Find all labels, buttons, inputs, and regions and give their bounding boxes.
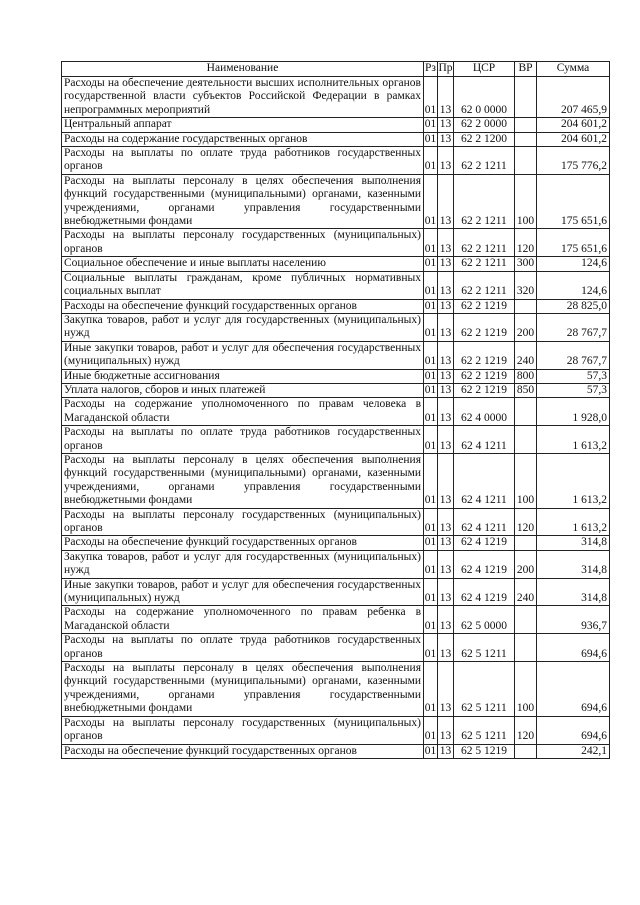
- cell-vr: [515, 634, 537, 662]
- cell-name: Иные бюджетные ассигнования: [62, 369, 424, 383]
- table-row: [62, 550, 610, 578]
- cell-sum: 57,3: [537, 383, 610, 397]
- cell-pr: 13: [438, 383, 454, 397]
- cell-vr: [515, 606, 537, 634]
- cell-name: Уплата налогов, сборов и иных платежей: [62, 383, 424, 397]
- cell-vr: [515, 536, 537, 550]
- table-row: [62, 369, 610, 383]
- cell-csr: 62 2 1211: [454, 174, 515, 229]
- cell-vr: 240: [515, 578, 537, 606]
- cell-sum: 314,8: [537, 550, 610, 578]
- cell-csr: 62 4 1211: [454, 453, 515, 508]
- table-row: [62, 536, 610, 550]
- cell-pr: 13: [438, 132, 454, 146]
- cell-pr: 13: [438, 453, 454, 508]
- cell-pr: 13: [438, 634, 454, 662]
- cell-sum: 124,6: [537, 257, 610, 271]
- cell-vr: [515, 132, 537, 146]
- cell-sum: 124,6: [537, 271, 610, 299]
- cell-rz: 01: [424, 398, 438, 426]
- cell-sum: 1 928,0: [537, 398, 610, 426]
- cell-csr: 62 5 1211: [454, 662, 515, 717]
- cell-sum: 1 613,2: [537, 453, 610, 508]
- cell-name: Иные закупки товаров, работ и услуг для обеспечения государственных (муниципальных) нужд: [62, 341, 424, 369]
- table-row: [62, 578, 610, 606]
- cell-sum: 1 613,2: [537, 426, 610, 454]
- cell-csr: 62 4 1219: [454, 536, 515, 550]
- cell-pr: 13: [438, 536, 454, 550]
- table-row: [62, 716, 610, 744]
- cell-csr: 62 5 1211: [454, 716, 515, 744]
- cell-sum: 28 767,7: [537, 313, 610, 341]
- cell-csr: 62 5 1211: [454, 634, 515, 662]
- cell-pr: 13: [438, 257, 454, 271]
- cell-vr: [515, 426, 537, 454]
- table-row: [62, 271, 610, 299]
- cell-sum: 57,3: [537, 369, 610, 383]
- cell-sum: 28 767,7: [537, 341, 610, 369]
- cell-pr: 13: [438, 508, 454, 536]
- cell-pr: 13: [438, 369, 454, 383]
- table-row: [62, 744, 610, 758]
- cell-csr: 62 2 1211: [454, 271, 515, 299]
- cell-csr: 62 2 1219: [454, 369, 515, 383]
- header-pr: Пр: [438, 62, 454, 77]
- cell-csr: 62 2 0000: [454, 118, 515, 132]
- cell-sum: 694,6: [537, 716, 610, 744]
- header-name: Наименование: [62, 62, 424, 77]
- cell-pr: 13: [438, 271, 454, 299]
- cell-name: Расходы на выплаты по оплате труда работников государственных органов: [62, 634, 424, 662]
- cell-sum: 175 776,2: [537, 147, 610, 175]
- table-row: [62, 132, 610, 146]
- table-row: [62, 508, 610, 536]
- cell-rz: 01: [424, 662, 438, 717]
- cell-rz: 01: [424, 77, 438, 118]
- cell-name: Расходы на обеспечение деятельности высших исполнительных органов государственной власти субъектов Российской Федерации в рамках непрограммных мероприятий: [62, 77, 424, 118]
- cell-name: Социальные выплаты гражданам, кроме публичных нормативных социальных выплат: [62, 271, 424, 299]
- header-vr: ВР: [515, 62, 537, 77]
- cell-vr: [515, 118, 537, 132]
- cell-sum: 242,1: [537, 744, 610, 758]
- cell-csr: 62 2 1211: [454, 257, 515, 271]
- cell-pr: 13: [438, 341, 454, 369]
- cell-rz: 01: [424, 341, 438, 369]
- table-row: [62, 426, 610, 454]
- cell-rz: 01: [424, 536, 437, 549]
- cell-name: Расходы на выплаты по оплате труда работников государственных органов: [62, 426, 424, 454]
- cell-csr: 62 2 1219: [454, 313, 515, 341]
- cell-vr: [515, 744, 537, 758]
- table-row: [62, 634, 610, 662]
- table-row: [62, 383, 610, 397]
- cell-name: Иные закупки товаров, работ и услуг для обеспечения государственных (муниципальных) нужд: [62, 578, 424, 606]
- cell-pr: 13: [438, 313, 454, 341]
- cell-name: Расходы на содержание уполномоченного по правам человека в Магаданской области: [62, 398, 424, 426]
- cell-name: Расходы на выплаты по оплате труда работников государственных органов: [62, 147, 424, 175]
- cell-name: Расходы на содержание уполномоченного по правам ребенка в Магаданской области: [62, 606, 424, 634]
- table-row: [62, 77, 610, 118]
- cell-pr: 13: [438, 744, 454, 758]
- table-row: [62, 174, 610, 229]
- cell-vr: 240: [515, 341, 537, 369]
- cell-rz: 01: [424, 426, 438, 454]
- table-row: [62, 398, 610, 426]
- cell-rz: 01: [424, 369, 437, 382]
- cell-sum: 175 651,6: [537, 174, 610, 229]
- table-row: [62, 313, 610, 341]
- cell-name: Расходы на обеспечение функций государственных органов: [62, 744, 424, 758]
- cell-pr: 13: [438, 299, 454, 313]
- cell-name: Расходы на выплаты персоналу в целях обеспечения выполнения функций государственными (муниципальными) органами, казенными учреждениями, органами управления государственными внебюджетными фондами: [62, 662, 424, 717]
- cell-vr: 120: [515, 229, 537, 257]
- cell-rz: 01: [424, 299, 437, 312]
- cell-csr: 62 2 1219: [454, 341, 515, 369]
- table-row: [62, 341, 610, 369]
- table-row: [62, 453, 610, 508]
- cell-sum: 314,8: [537, 536, 610, 550]
- cell-name: Расходы на выплаты персоналу государственных (муниципальных) органов: [62, 229, 424, 257]
- cell-name: Расходы на выплаты персоналу государственных (муниципальных) органов: [62, 508, 424, 536]
- cell-rz: 01: [424, 313, 438, 341]
- cell-rz: 01: [424, 716, 438, 744]
- cell-pr: 13: [438, 398, 454, 426]
- cell-rz: 01: [424, 508, 438, 536]
- budget-table: [61, 61, 610, 759]
- cell-rz: 01: [424, 578, 438, 606]
- cell-vr: 800: [515, 369, 537, 383]
- cell-rz: 01: [424, 634, 438, 662]
- cell-name: Закупка товаров, работ и услуг для государственных (муниципальных) нужд: [62, 550, 424, 578]
- cell-csr: 62 0 0000: [454, 77, 515, 118]
- table-row: [62, 229, 610, 257]
- cell-csr: 62 4 1219: [454, 578, 515, 606]
- cell-pr: 13: [438, 578, 454, 606]
- cell-pr: 13: [438, 147, 454, 175]
- cell-vr: [515, 299, 537, 313]
- cell-pr: 13: [438, 606, 454, 634]
- cell-csr: 62 4 0000: [454, 398, 515, 426]
- cell-name: Закупка товаров, работ и услуг для государственных (муниципальных) нужд: [62, 313, 424, 341]
- cell-rz: 01: [424, 229, 438, 257]
- cell-pr: 13: [438, 716, 454, 744]
- cell-csr: 62 2 1200: [454, 132, 515, 146]
- cell-vr: 850: [515, 383, 537, 397]
- cell-rz: 01: [424, 174, 438, 229]
- cell-vr: [515, 147, 537, 175]
- cell-pr: 13: [438, 77, 454, 118]
- cell-csr: 62 2 1211: [454, 147, 515, 175]
- cell-rz: 01: [424, 606, 438, 634]
- table-row: [62, 257, 610, 271]
- header-csr: ЦСР: [454, 62, 515, 77]
- cell-vr: [515, 398, 537, 426]
- cell-name: Расходы на выплаты персоналу в целях обеспечения выполнения функций государственными (муниципальными) органами, казенными учреждениями, органами управления государственными внебюджетными фондами: [62, 453, 424, 508]
- cell-rz: 01: [424, 383, 437, 396]
- table-row: [62, 118, 610, 132]
- cell-rz: 01: [424, 257, 437, 270]
- cell-sum: 175 651,6: [537, 229, 610, 257]
- cell-rz: 01: [424, 550, 438, 578]
- budget-document: [61, 61, 610, 759]
- cell-csr: 62 4 1219: [454, 550, 515, 578]
- cell-rz: 01: [424, 147, 438, 175]
- cell-sum: 204 601,2: [537, 132, 610, 146]
- cell-sum: 1 613,2: [537, 508, 610, 536]
- cell-vr: 100: [515, 662, 537, 717]
- cell-vr: 100: [515, 174, 537, 229]
- header-rz: Рз: [424, 62, 438, 77]
- cell-csr: 62 5 1219: [454, 744, 515, 758]
- cell-sum: 314,8: [537, 578, 610, 606]
- table-row: [62, 662, 610, 717]
- table-header-row: [62, 62, 610, 77]
- cell-vr: 100: [515, 453, 537, 508]
- cell-pr: 13: [438, 174, 454, 229]
- cell-name: Расходы на обеспечение функций государственных органов: [62, 299, 424, 313]
- cell-vr: 200: [515, 550, 537, 578]
- cell-sum: 694,6: [537, 662, 610, 717]
- cell-vr: 320: [515, 271, 537, 299]
- cell-sum: 28 825,0: [537, 299, 610, 313]
- cell-rz: 01: [424, 744, 437, 757]
- cell-pr: 13: [438, 426, 454, 454]
- table-row: [62, 147, 610, 175]
- table-row: [62, 299, 610, 313]
- table-body: [62, 77, 610, 759]
- cell-pr: 13: [438, 229, 454, 257]
- cell-rz: 01: [424, 132, 437, 145]
- cell-csr: 62 4 1211: [454, 508, 515, 536]
- cell-vr: 200: [515, 313, 537, 341]
- cell-vr: 120: [515, 716, 537, 744]
- cell-csr: 62 5 0000: [454, 606, 515, 634]
- cell-sum: 694,6: [537, 634, 610, 662]
- cell-name: Центральный аппарат: [62, 118, 424, 132]
- cell-vr: 120: [515, 508, 537, 536]
- cell-sum: 207 465,9: [537, 77, 610, 118]
- cell-name: Расходы на содержание государственных органов: [62, 132, 424, 146]
- cell-rz: 01: [424, 453, 438, 508]
- cell-csr: 62 4 1211: [454, 426, 515, 454]
- cell-name: Социальное обеспечение и иные выплаты населению: [62, 257, 424, 271]
- header-sum: Сумма: [537, 62, 610, 77]
- cell-rz: 01: [424, 118, 437, 131]
- cell-csr: 62 2 1219: [454, 299, 515, 313]
- cell-pr: 13: [438, 662, 454, 717]
- cell-pr: 13: [438, 550, 454, 578]
- cell-sum: 204 601,2: [537, 118, 610, 132]
- cell-name: Расходы на выплаты персоналу государственных (муниципальных) органов: [62, 716, 424, 744]
- cell-rz: 01: [424, 271, 438, 299]
- cell-csr: 62 2 1219: [454, 383, 515, 397]
- cell-name: Расходы на выплаты персоналу в целях обеспечения выполнения функций государственными (муниципальными) органами, казенными учреждениями, органами управления государственными внебюджетными фондами: [62, 174, 424, 229]
- cell-csr: 62 2 1211: [454, 229, 515, 257]
- cell-vr: 300: [515, 257, 537, 271]
- cell-vr: [515, 77, 537, 118]
- cell-sum: 936,7: [537, 606, 610, 634]
- table-row: [62, 606, 610, 634]
- cell-name: Расходы на обеспечение функций государственных органов: [62, 536, 424, 550]
- cell-pr: 13: [438, 118, 454, 132]
